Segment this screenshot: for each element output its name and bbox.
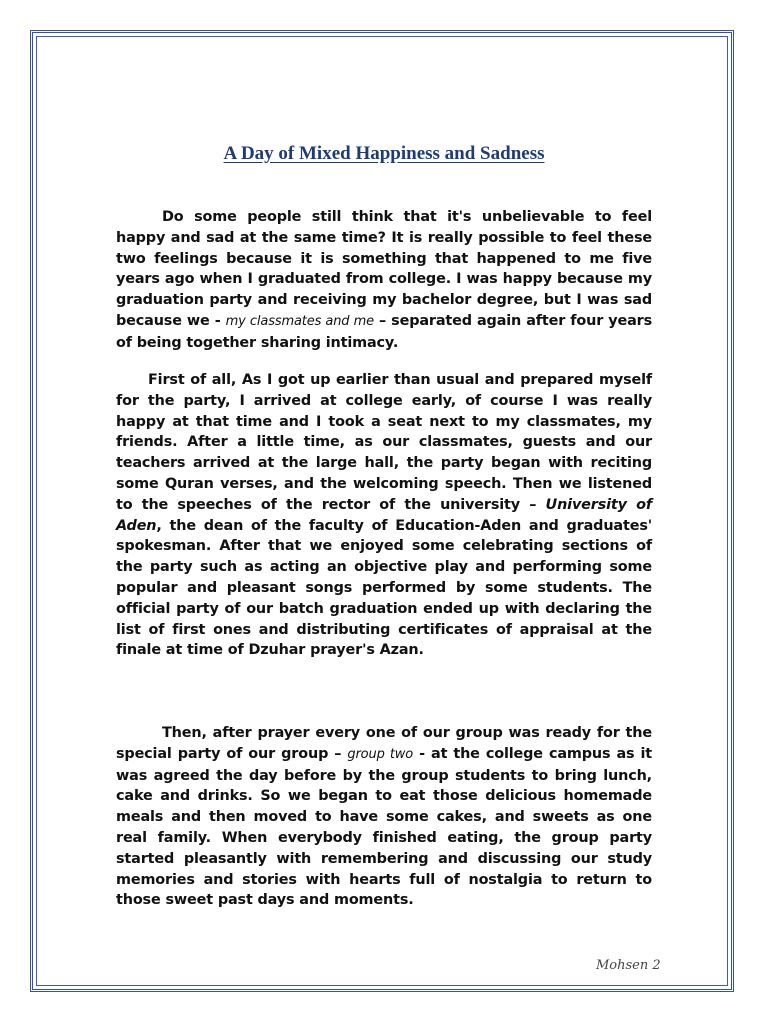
paragraph-official-party-emphasis: University of Aden (116, 496, 652, 534)
paragraph-official-party-text-1: First of all, As I got up earlier than usual and prepared myself for the party, I arrived at college early, of course I was really happy at that time and I took a seat next to my classmates, my friends. After a little time, as our classmates, guests and our teachers arrived at the large hall, the party began with reciting some Quran verses, and the welcoming speech. Then we listened to the speeches of the rector of the university – (116, 372, 652, 513)
document-title: A Day of Mixed Happiness and Sadness (223, 142, 545, 164)
paragraph-group-party-text-2: - at the college campus as it was agreed the day before by the group students to bring lunch, cake and drinks. So we began to eat those delicious homemade meals and then moved to have some cakes, and sweets as one real family. When everybody finished eating, the group party started pleasantly with remembering and discussing our study memories and stories with hearts full of nostalgia to return to those sweet past days and moments. (116, 745, 652, 909)
paragraph-group-party-text-1: Then, after prayer every one of our group was ready for the special party of our group – (116, 725, 652, 762)
paragraph-intro-text-2: – separated again after four years of being together sharing intimacy. (116, 312, 652, 351)
paragraph-official-party (116, 370, 652, 661)
paragraph-intro (116, 207, 652, 354)
paragraph-intro-text-1: Do some people still think that it's unbelievable to feel happy and sad at the same time? It is really possible to feel these two feelings because it is something that happened to me five years ago when I graduated from college. I was happy because my graduation party and receiving my bachelor degree, but I was sad because we - (116, 209, 652, 329)
paragraph-intro-emphasis: my classmates and me (225, 313, 374, 329)
paragraph-official-party-text-2: , the dean of the faculty of Education-Aden and graduates' spokesman. After that we enjoyed some celebrating sections of the party such as acting an objective play and performing some popular and pleasant songs performed by some students. The official party of our batch graduation ended up with declaring the list of first ones and distributing certificates of appraisal at the finale at time of Dzuhar prayer's Azan. (116, 517, 652, 659)
author-signature: Mohsen 2 (596, 958, 661, 973)
paragraph-group-party (116, 723, 652, 911)
paragraph-group-party-emphasis: group two (347, 746, 414, 762)
